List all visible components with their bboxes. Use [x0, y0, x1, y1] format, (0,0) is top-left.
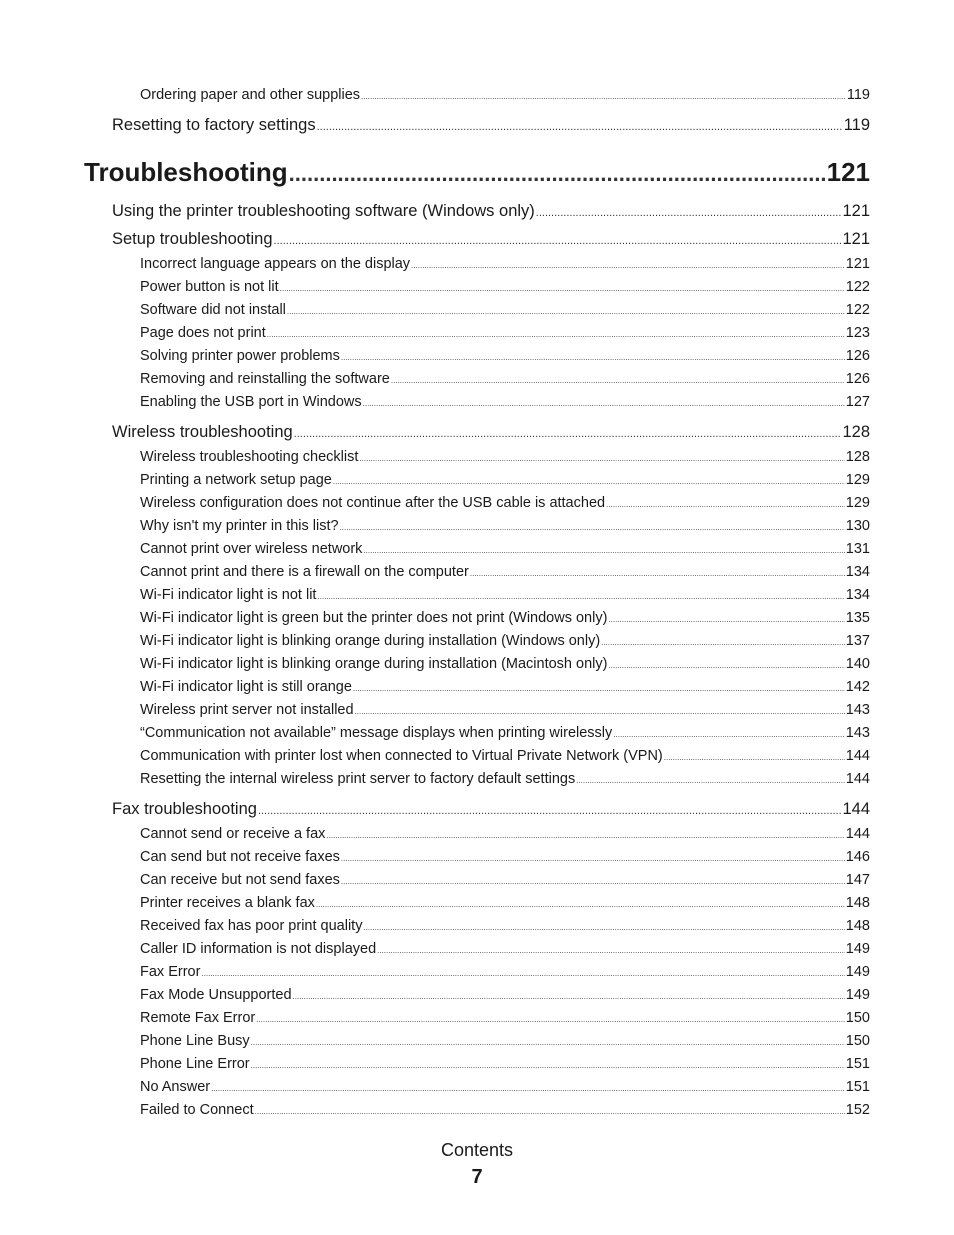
- toc-section-page-number: 121: [842, 202, 870, 220]
- toc-subsection-entry[interactable]: [0, 469, 954, 492]
- toc-section-page-number: 128: [842, 423, 870, 441]
- toc-subsection-page-number: 122: [845, 302, 870, 318]
- dot-leader: [289, 149, 826, 197]
- toc-subsection-entry[interactable]: [0, 699, 954, 722]
- toc-subsection-page-number: 149: [845, 964, 870, 980]
- toc-subsection-title: Removing and reinstalling the software: [140, 371, 390, 387]
- toc-subsection-title: Received fax has poor print quality: [140, 918, 363, 934]
- toc-subsection-title: Cannot print over wireless network: [140, 541, 363, 557]
- toc-subsection-entry[interactable]: [0, 391, 954, 414]
- dot-leader: [411, 254, 845, 276]
- dot-leader: [601, 631, 845, 653]
- toc-subsection-title: Wireless print server not installed: [140, 702, 354, 718]
- dot-leader: [613, 723, 845, 745]
- toc-subsection-page-number: 134: [845, 587, 870, 603]
- toc-subsection-title: Why isn't my printer in this list?: [140, 518, 339, 534]
- page-footer: [0, 1138, 954, 1192]
- table-of-contents: [0, 84, 954, 1122]
- toc-subsection-entry[interactable]: [0, 745, 954, 768]
- toc-subsection-entry[interactable]: [0, 722, 954, 745]
- toc-subsection-title: Wi-Fi indicator light is still orange: [140, 679, 352, 695]
- toc-subsection-title: Printer receives a blank fax: [140, 895, 315, 911]
- toc-subsection-entry[interactable]: [0, 1099, 954, 1122]
- toc-section-title: Using the printer troubleshooting software (Windows only): [112, 202, 535, 220]
- toc-subsection-entry[interactable]: [0, 915, 954, 938]
- toc-section-entry[interactable]: [0, 111, 954, 139]
- dot-leader: [341, 346, 845, 368]
- toc-subsection-page-number: 129: [845, 472, 870, 488]
- toc-subsection-entry[interactable]: [0, 768, 954, 791]
- toc-subsection-page-number: 150: [845, 1010, 870, 1026]
- toc-subsection-title: Caller ID information is not displayed: [140, 941, 377, 957]
- dot-leader: [608, 654, 844, 676]
- toc-subsection-page-number: 134: [845, 564, 870, 580]
- toc-subsection-page-number: 151: [845, 1079, 870, 1095]
- toc-subsection-entry[interactable]: [0, 961, 954, 984]
- toc-subsection-page-number: 126: [845, 348, 870, 364]
- toc-section-page-number: 119: [843, 116, 870, 134]
- dot-leader: [316, 893, 845, 915]
- toc-subsection-page-number: 150: [845, 1033, 870, 1049]
- toc-subsection-entry[interactable]: [0, 823, 954, 846]
- toc-subsection-page-number: 126: [845, 371, 870, 387]
- toc-subsection-title: “Communication not available” message displays when printing wirelessly: [140, 725, 613, 741]
- toc-subsection-page-number: 149: [845, 941, 870, 957]
- dot-leader: [576, 769, 845, 791]
- dot-leader: [256, 1008, 845, 1030]
- toc-subsection-page-number: 143: [845, 702, 870, 718]
- dot-leader: [355, 700, 845, 722]
- page-number: 7: [471, 1166, 483, 1188]
- toc-subsection-title: Power button is not lit: [140, 279, 279, 295]
- toc-subsection-entry[interactable]: [0, 1007, 954, 1030]
- toc-subsection-entry[interactable]: [0, 1076, 954, 1099]
- dot-leader: [251, 1054, 845, 1076]
- dot-leader: [287, 300, 845, 322]
- toc-section-title: Fax troubleshooting: [112, 800, 257, 818]
- toc-subsection-entry[interactable]: [0, 1030, 954, 1053]
- dot-leader: [536, 199, 842, 225]
- dot-leader: [326, 824, 844, 846]
- toc-chapter-page-number: 121: [826, 157, 870, 187]
- dot-leader: [391, 369, 845, 391]
- toc-subsection-title: Wi-Fi indicator light is not lit: [140, 587, 317, 603]
- footer-section-label: Contents: [440, 1140, 514, 1160]
- toc-subsection-title: Communication with printer lost when connected to Virtual Private Network (VPN): [140, 748, 663, 764]
- toc-subsection-page-number: 146: [845, 849, 870, 865]
- toc-subsection-title: Wi-Fi indicator light is blinking orange during installation (Macintosh only): [140, 656, 608, 672]
- dot-leader: [201, 962, 844, 984]
- toc-subsection-title: No Answer: [140, 1079, 211, 1095]
- toc-section-entry[interactable]: [0, 225, 954, 253]
- toc-subsection-title: Enabling the USB port in Windows: [140, 394, 362, 410]
- toc-section-title: Setup troubleshooting: [112, 230, 273, 248]
- toc-subsection-page-number: 135: [845, 610, 870, 626]
- toc-subsection-page-number: 119: [846, 87, 870, 103]
- toc-subsection-entry[interactable]: [0, 492, 954, 515]
- toc-section-entry[interactable]: [0, 418, 954, 446]
- dot-leader: [280, 277, 845, 299]
- toc-subsection-page-number: 147: [845, 872, 870, 888]
- toc-subsection-title: Fax Mode Unsupported: [140, 987, 292, 1003]
- toc-subsection-entry[interactable]: [0, 345, 954, 368]
- toc-subsection-title: Page does not print: [140, 325, 266, 341]
- dot-leader: [340, 516, 845, 538]
- toc-subsection-entry[interactable]: [0, 276, 954, 299]
- toc-subsection-entry[interactable]: [0, 607, 954, 630]
- toc-subsection-title: Fax Error: [140, 964, 201, 980]
- toc-subsection-entry[interactable]: [0, 322, 954, 345]
- toc-subsection-title: Phone Line Busy: [140, 1033, 250, 1049]
- toc-subsection-entry[interactable]: [0, 253, 954, 276]
- dot-leader: [363, 916, 844, 938]
- toc-section-title: Resetting to factory settings: [112, 116, 316, 134]
- toc-subsection-title: Solving printer power problems: [140, 348, 340, 364]
- toc-chapter-title: Troubleshooting: [84, 157, 288, 187]
- dot-leader: [470, 562, 845, 584]
- toc-subsection-entry[interactable]: [0, 84, 954, 107]
- toc-subsection-entry[interactable]: [0, 515, 954, 538]
- toc-subsection-entry[interactable]: [0, 368, 954, 391]
- dot-leader: [341, 847, 845, 869]
- dot-leader: [258, 797, 842, 823]
- toc-subsection-entry[interactable]: [0, 846, 954, 869]
- toc-section-title: Wireless troubleshooting: [112, 423, 293, 441]
- toc-subsection-page-number: 149: [845, 987, 870, 1003]
- toc-subsection-title: Can receive but not send faxes: [140, 872, 340, 888]
- toc-subsection-title: Remote Fax Error: [140, 1010, 256, 1026]
- toc-subsection-page-number: 128: [845, 449, 870, 465]
- toc-subsection-title: Printing a network setup page: [140, 472, 332, 488]
- toc-subsection-page-number: 137: [845, 633, 870, 649]
- toc-subsection-title: Can send but not receive faxes: [140, 849, 340, 865]
- toc-subsection-entry[interactable]: [0, 869, 954, 892]
- toc-subsection-title: Wi-Fi indicator light is green but the printer does not print (Windows only): [140, 610, 608, 626]
- dot-leader: [377, 939, 845, 961]
- dot-leader: [353, 677, 845, 699]
- toc-subsection-page-number: 122: [845, 279, 870, 295]
- toc-subsection-entry[interactable]: [0, 538, 954, 561]
- toc-subsection-page-number: 144: [845, 771, 870, 787]
- toc-subsection-title: Software did not install: [140, 302, 286, 318]
- dot-leader: [255, 1100, 845, 1122]
- toc-section-entry[interactable]: [0, 795, 954, 823]
- dot-leader: [361, 85, 846, 107]
- dot-leader: [294, 420, 842, 446]
- toc-subsection-page-number: 144: [845, 826, 870, 842]
- toc-subsection-entry[interactable]: [0, 584, 954, 607]
- toc-section-page-number: 144: [842, 800, 870, 818]
- toc-subsection-title: Wi-Fi indicator light is blinking orange during installation (Windows only): [140, 633, 601, 649]
- toc-subsection-entry[interactable]: [0, 1053, 954, 1076]
- toc-subsection-page-number: 148: [845, 895, 870, 911]
- dot-leader: [606, 493, 845, 515]
- toc-subsection-entry[interactable]: [0, 938, 954, 961]
- toc-subsection-entry[interactable]: [0, 561, 954, 584]
- toc-subsection-page-number: 127: [845, 394, 870, 410]
- toc-subsection-page-number: 151: [845, 1056, 870, 1072]
- toc-subsection-entry[interactable]: [0, 984, 954, 1007]
- toc-subsection-page-number: 142: [845, 679, 870, 695]
- dot-leader: [317, 585, 844, 607]
- toc-subsection-title: Incorrect language appears on the display: [140, 256, 411, 272]
- toc-subsection-page-number: 152: [845, 1102, 870, 1118]
- toc-subsection-entry[interactable]: [0, 299, 954, 322]
- toc-chapter-entry[interactable]: [0, 147, 954, 197]
- toc-subsection-entry[interactable]: [0, 892, 954, 915]
- toc-subsection-page-number: 148: [845, 918, 870, 934]
- toc-subsection-title: Ordering paper and other supplies: [140, 87, 361, 103]
- toc-subsection-page-number: 130: [845, 518, 870, 534]
- toc-subsection-page-number: 129: [845, 495, 870, 511]
- dot-leader: [274, 227, 842, 253]
- dot-leader: [293, 985, 845, 1007]
- toc-subsection-page-number: 140: [845, 656, 870, 672]
- toc-subsection-title: Wireless configuration does not continue after the USB cable is attached: [140, 495, 606, 511]
- dot-leader: [317, 113, 843, 139]
- dot-leader: [664, 746, 845, 768]
- toc-subsection-page-number: 121: [845, 256, 870, 272]
- dot-leader: [359, 447, 844, 469]
- toc-subsection-title: Wireless troubleshooting checklist: [140, 449, 359, 465]
- toc-subsection-title: Failed to Connect: [140, 1102, 254, 1118]
- toc-subsection-entry[interactable]: [0, 446, 954, 469]
- toc-subsection-page-number: 131: [845, 541, 870, 557]
- dot-leader: [363, 539, 844, 561]
- toc-subsection-entry[interactable]: [0, 653, 954, 676]
- toc-subsection-title: Resetting the internal wireless print server to factory default settings: [140, 771, 576, 787]
- toc-subsection-title: Phone Line Error: [140, 1056, 250, 1072]
- toc-subsection-page-number: 144: [845, 748, 870, 764]
- dot-leader: [363, 392, 845, 414]
- toc-subsection-title: Cannot send or receive a fax: [140, 826, 326, 842]
- toc-subsection-title: Cannot print and there is a firewall on the computer: [140, 564, 469, 580]
- dot-leader: [251, 1031, 845, 1053]
- dot-leader: [608, 608, 844, 630]
- toc-subsection-page-number: 123: [845, 325, 870, 341]
- dot-leader: [333, 470, 845, 492]
- dot-leader: [267, 323, 845, 345]
- toc-section-page-number: 121: [842, 230, 870, 248]
- dot-leader: [341, 870, 845, 892]
- toc-subsection-entry[interactable]: [0, 630, 954, 653]
- toc-section-entry[interactable]: [0, 197, 954, 225]
- dot-leader: [211, 1077, 845, 1099]
- toc-subsection-page-number: 143: [845, 725, 870, 741]
- toc-subsection-entry[interactable]: [0, 676, 954, 699]
